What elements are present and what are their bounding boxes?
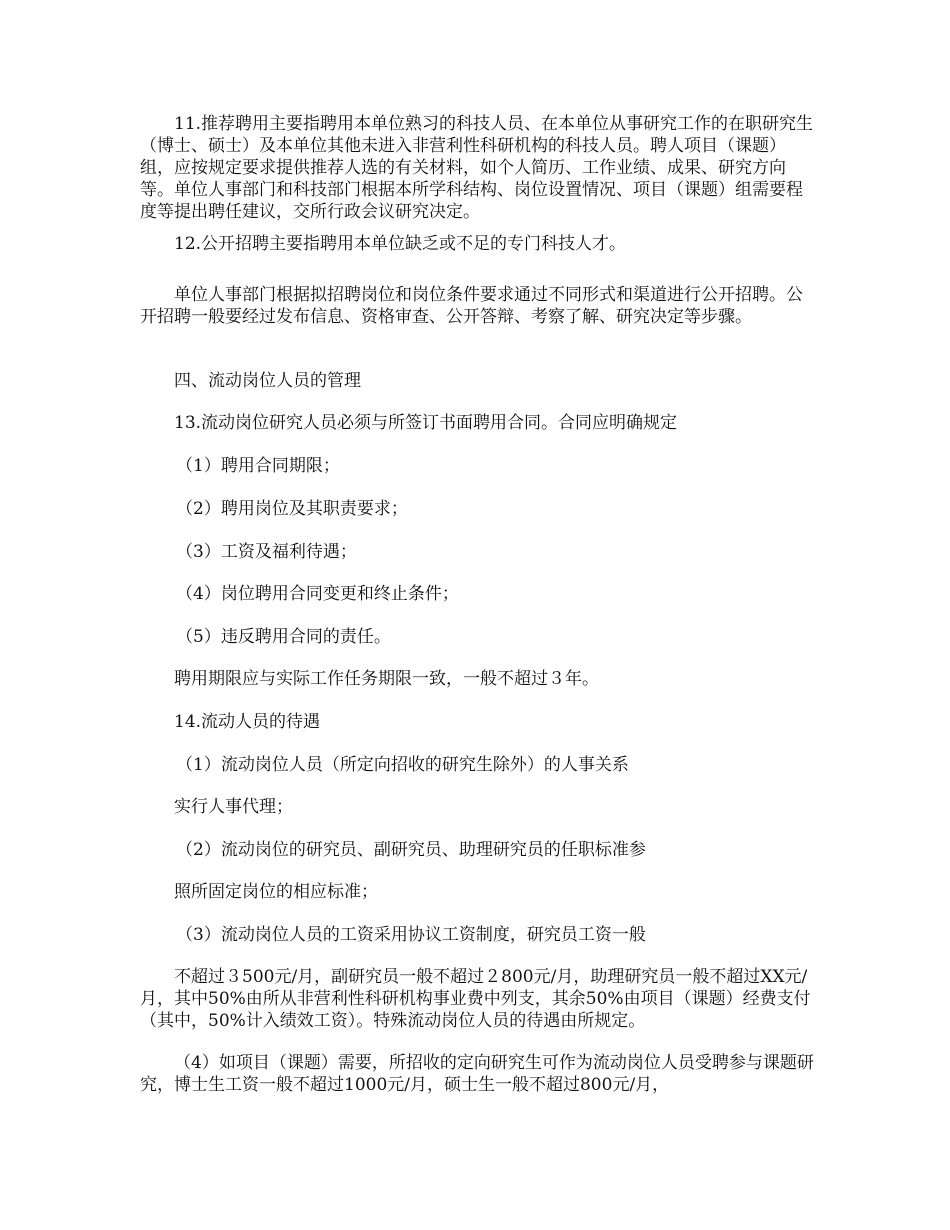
treatment-item-1: （1）流动岗位人员（所定向招收的研究生除外）的人事关系 xyxy=(176,755,629,775)
treatment-item-3-cont: 不超过３500元/月，副研究员一般不超过２800元/月，助理研究员一般不超过XX元/月，其中50%由所从非营利性科研机构事业费中列支，其余50%由项目（课题）经费支付（其中，50%计入绩效工资）。特殊流动岗位人员的待遇由所规定。 xyxy=(140,967,811,1031)
contract-item-5: （5）违反聘用合同的责任。 xyxy=(176,627,391,647)
paragraph-12-open-recruitment: 12.公开招聘主要指聘用本单位缺乏或不足的专门科技人才。 xyxy=(174,234,627,254)
contract-item-1: （1）聘用合同期限； xyxy=(176,456,340,476)
treatment-item-1-cont: 实行人事代理； xyxy=(174,797,293,817)
treatment-item-2: （2）流动岗位的研究员、副研究员、助理研究员的任职标准参 xyxy=(176,840,646,860)
contract-item-2: （2）聘用岗位及其职责要求； xyxy=(176,499,408,519)
contract-item-4: （4）岗位聘用合同变更和终止条件； xyxy=(176,584,459,604)
treatment-item-4: （4）如项目（课题）需要，所招收的定向研究生可作为流动岗位人员受聘参与课题研究，博士生工资一般不超过1000元/月，硕士生一般不超过800元/月， xyxy=(140,1053,814,1095)
treatment-item-2-cont: 照所固定岗位的相应标准； xyxy=(174,882,378,902)
paragraph-14-treatment: 14.流动人员的待遇 xyxy=(174,712,321,732)
paragraph-13-contract: 13.流动岗位研究人员必须与所签订书面聘用合同。合同应明确规定 xyxy=(174,413,678,433)
paragraph-11-recommended-hiring: 11.推荐聘用主要指聘用本单位熟习的科技人员、在本单位从事研究工作的在职研究生（博士、硕士）及本单位其他未进入非营利性科研机构的科技人员。聘人项目（课题）组，应按规定要求提供推荐人选的有关材料，如个人简历、工作业绩、成果、研究方向等。单位人事部门和科技部门根据本所学科结构、岗位设置情况、项目（课题）组需要程度等提出聘任建议，交所行政会议研究决定。 xyxy=(140,114,814,222)
section-heading-4: 四、流动岗位人员的管理 xyxy=(174,371,361,391)
treatment-item-3: （3）流动岗位人员的工资采用协议工资制度，研究员工资一般 xyxy=(176,925,646,945)
paragraph-recruitment-steps: 单位人事部门根据拟招聘岗位和岗位条件要求通过不同形式和渠道进行公开招聘。公开招聘一般要经过发布信息、资格审查、公开答辩、考察了解、研究决定等步骤。 xyxy=(140,285,803,327)
contract-item-3: （3）工资及福利待遇； xyxy=(176,542,357,562)
paragraph-term-limit: 聘用期限应与实际工作任务期限一致，一般不超过３年。 xyxy=(174,669,599,689)
